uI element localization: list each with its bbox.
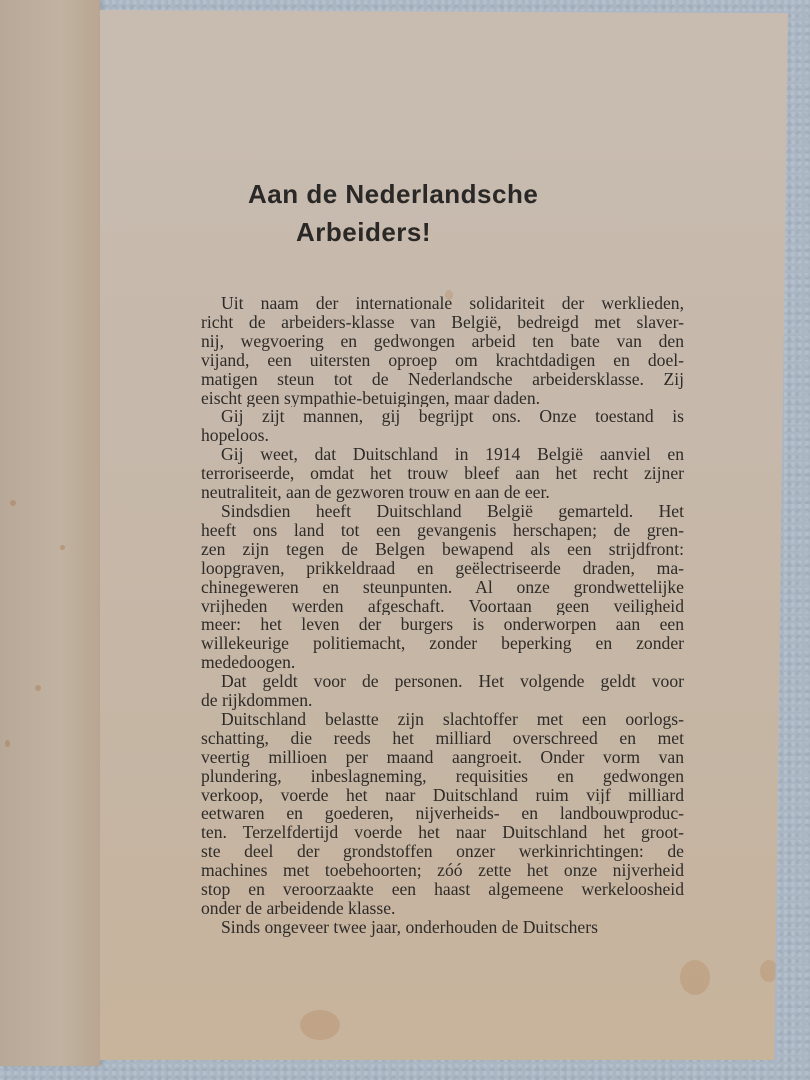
text-line: mededoogen. [201, 653, 296, 673]
text-line: Duitschland belastte zijn slachtoffer met een oorlogs- [221, 709, 684, 729]
paragraph [201, 445, 684, 502]
text-line: neutraliteit, aan de gezworen trouw en aan de eer. [201, 483, 550, 502]
stain [5, 740, 10, 747]
stain [680, 960, 710, 995]
text-line: Sindsdien heeft Duitschland België gemarteld. Het [221, 501, 684, 521]
text-line: zen zijn tegen de Belgen bewapend als een strijdfront: [201, 539, 684, 559]
paragraph [201, 710, 684, 918]
text-line: machines met toebehoorten; zóó zette het onze nijverheid [201, 861, 684, 881]
text-line: ten. Terzelfdertijd voerde het naar Duitschland het groot- [201, 823, 684, 843]
text-line: veertig millioen per maand aangroeit. Onder vorm van [201, 747, 684, 767]
stain [760, 960, 778, 982]
text-line: vrijheden werden afgeschaft. Voortaan geen veiligheid [201, 596, 684, 616]
text-line: terroriseerde, omdat het trouw bleef aan het recht zijner [201, 464, 684, 484]
paragraph [201, 918, 684, 937]
stain [35, 685, 41, 691]
text-line: onder de arbeidende klasse. [201, 899, 396, 918]
text-line: eetwaren en goederen, nijverheids- en landbouwproduc- [201, 804, 684, 824]
document-title [248, 175, 668, 251]
text-line: loopgraven, prikkeldraad en geëlectriseerde draden, ma- [201, 558, 684, 578]
left-page-edge [0, 0, 100, 1066]
title-line-2: Arbeiders! [296, 217, 432, 247]
text-line: hopeloos. [201, 426, 269, 446]
text-line: schatting, die reeds het milliard overschreed en met [201, 728, 684, 748]
text-line: heeft ons land tot een gevangenis herschapen; de gren- [201, 520, 684, 540]
paragraph [201, 407, 684, 445]
text-line: meer: het leven der burgers is onderworpen aan een [201, 615, 684, 635]
paragraph [201, 502, 684, 672]
text-line: de rijkdommen. [201, 691, 313, 710]
text-line: matigen steun tot de Nederlandsche arbeidersklasse. Zij [201, 369, 684, 389]
stain [10, 500, 16, 506]
text-line: ste deel der grondstoffen onzer werkinrichtingen: de [201, 842, 684, 862]
document-body [201, 294, 684, 937]
stain [300, 1010, 340, 1040]
paragraph [201, 294, 684, 407]
text-line: verkoop, voerde het naar Duitschland ruim vijf milliard [201, 785, 684, 805]
text-line: vijand, een uitersten oproep om krachtdadigen en doel- [201, 350, 684, 370]
text-line: eischt geen sympathie-betuigingen, maar daden. [201, 388, 541, 408]
text-line: Uit naam der internationale solidariteit der werklieden, [221, 294, 684, 313]
text-line: nij, wegvoering en gedwongen arbeid ten bate van den [201, 331, 684, 351]
text-line: Sinds ongeveer twee jaar, onderhouden de Duitschers [221, 917, 598, 937]
text-line: Gij zijt mannen, gij begrijpt ons. Onze toestand is [221, 407, 684, 427]
title-line-1: Aan de Nederlandsche [248, 179, 539, 209]
text-line: willekeurige politiemacht, zonder beperking en zonder [201, 634, 684, 654]
paragraph [201, 672, 684, 710]
text-line: stop en veroorzaakte een haast algemeene werkeloosheid [201, 880, 684, 899]
text-line: plundering, inbeslagneming, requisities en gedwongen [201, 766, 684, 786]
text-line: chinegeweren en steunpunten. Al onze grondwettelijke [201, 577, 684, 597]
text-line: Gij weet, dat Duitschland in 1914 België aanviel en [221, 445, 684, 465]
text-line: richt de arbeiders-klasse van België, bedreigd met slaver- [201, 312, 684, 332]
text-line: Dat geldt voor de personen. Het volgende geldt voor [221, 672, 684, 692]
stain [60, 545, 65, 550]
